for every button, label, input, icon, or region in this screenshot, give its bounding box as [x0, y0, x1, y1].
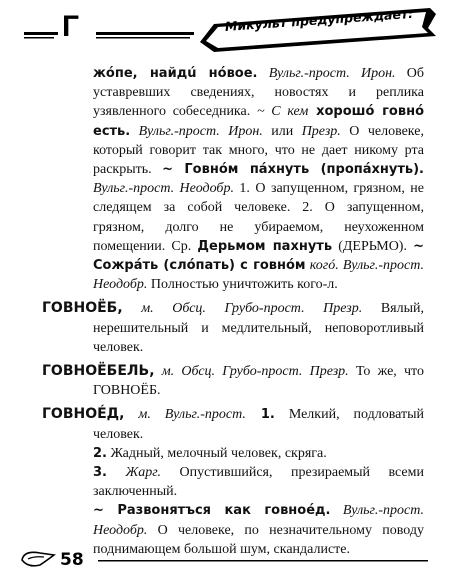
- banner-text: Микульт предупреждает:: [224, 5, 414, 34]
- entry-govnoyob: ГОВНОЁБ, м. Обсц. Грубо-прост. Презр. Вялый, нерешительный и медлительный, неповоротливый человек.: [42, 300, 424, 355]
- page-header: [0, 0, 452, 60]
- headword: ГОВНОЁБ,: [42, 300, 123, 317]
- page-number: 58: [60, 550, 84, 570]
- section-letter: Г: [62, 10, 80, 43]
- headword: ГОВНОЁБЕЛЬ,: [42, 363, 155, 380]
- entry-govnoed: ГОВНОÉД, м. Вульг.-прост. 1. Мелкий, подловатый человек.: [42, 406, 425, 442]
- dictionary-text: [42, 64, 424, 559]
- phrase-razvonyatsya: ~ Развонятъся как говноéд. Вульг.-прост. Неодобр. О человеке, по незначительному поводу поднимающем большой шум, скандалисте.: [93, 503, 424, 557]
- entry-continuation: жóпе, найдú нóвое. Вульг.-прост. Ирон. Об уставревших сведениях, новостях и реплика узявленного собеседника. ~ С кем хорошó говнó есть. Вульг.-прост. Ирон. или Презр. О человеке, который говорит так много, что не дает никому рта раскрыть. ~ Говнóм пáхнуть (пропáхнуть). Вульг.-прост. Неодобр. 1. О запущенном, грязном, не следящем за собой человеке. 2. О запущенном, грязном, долго не убираемом, неухоженном помещении. Ср. Дерьмом пахнуть (ДЕРЬМО). ~ Сожрáть (слóпать) с говнóм когó. Вульг.-прост. Неодобр. Полностью уничтожить кого-л.: [93, 66, 425, 293]
- sense-3: 3. Жарг. Опустившийся, презираемый всеми заключенный.: [93, 465, 424, 500]
- sense-2: 2. Жадный, мелочный человек, скряга.: [93, 445, 327, 461]
- entry-govnoyobel: ГОВНОЁБЕЛЬ, м. Обсц. Грубо-прост. Презр. То же, что ГОВНОЁБ.: [42, 363, 424, 399]
- headword: ГОВНОÉД,: [42, 406, 125, 423]
- page-footer: [0, 534, 452, 574]
